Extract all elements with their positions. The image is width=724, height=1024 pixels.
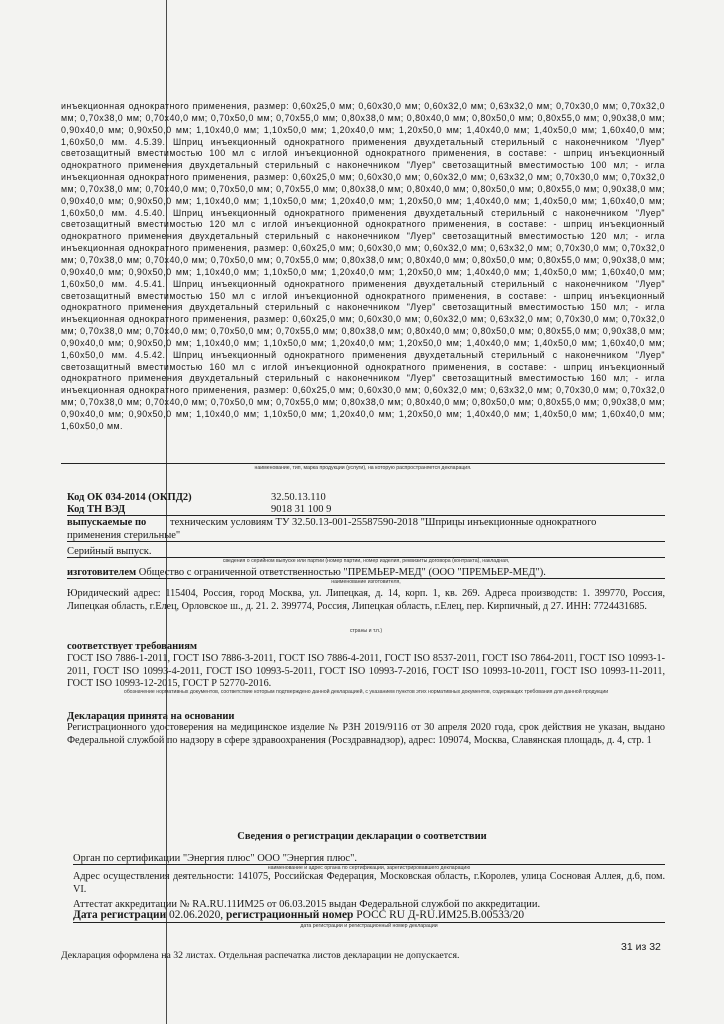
reg-number-value: РОСС RU Д-RU.ИМ25.В.00533/20 [356, 909, 525, 921]
serial-text: Серийный выпуск. [67, 546, 152, 557]
registration-line [73, 909, 524, 922]
produced-label: выпускаемые по [67, 517, 147, 528]
produced-text-line1: техническим условиям ТУ 32.50.13-001-25587590-2018 "Шприцы инъекционные однократного [170, 517, 597, 528]
okpd-label: Код ОК 034-2014 (ОКПД2) [67, 492, 192, 503]
address-text: Юридический адрес: 115404, Россия, город Москва, ул. Липецкая, д. 14, корп. 1, кв. 269. Адреса производств: 1. 399770, Россия, Липецкая область, г.Елец, Орловское ш., д. 21. 2. 399774, Россия, Липецкая область, г.Елец, пер. Кирпичный, д 27. ИНН: 7724431685. [67, 588, 665, 612]
complies-label: соответствует требованиям [67, 641, 198, 652]
reg-date-value: 02.06.2020, [169, 909, 224, 921]
manufacturer-label: изготовителем [67, 567, 137, 578]
tnved-label: Код ТН ВЭД [67, 504, 126, 515]
note-country: страны и т.п.) [349, 628, 383, 634]
produced-text-line2: применения стерильные" [67, 530, 181, 541]
basis-label: Декларация принята на основании [67, 711, 235, 722]
registration-title: Сведения о регистрации декларации о соответствии [237, 831, 487, 842]
okpd-value: 32.50.13.110 [271, 492, 326, 503]
note-reg: дата регистрации и регистрационный номер декларации [300, 923, 438, 929]
manufacturer-text: Общество с ограниченной ответственностью "ПРЕМЬЕР-МЕД" (ООО "ПРЕМЬЕР-МЕД"). [138, 567, 546, 578]
page-number: 31 из 32 [621, 941, 661, 953]
note-standards: обозначение нормативных документов, соответствие которым подтверждено данной декларацией, с указанием пунктов этих нормативных документов, содержащих требования для данной продукции [123, 689, 609, 695]
accreditation-text: Аттестат аккредитации № RA.RU.11ИМ25 от 06.03.2015 выдан Федеральной службой по аккредитации. [73, 899, 541, 910]
basis-text: Регистрационного удостоверения на медицинское изделие № РЗН 2019/9116 от 30 апреля 2020 года, срок действия не указан, выдано Федеральной службой по надзору в сфере здравоохранения (Росздравнадзор), адрес: 109074, Москва, Славянская площадь, д. 4, стр. 1 [67, 722, 665, 746]
cert-body-text: Орган по сертификации "Энергия плюс" ООО "Энергия плюс". [73, 853, 357, 864]
footer-text: Декларация оформлена на 32 листах. Отдельная распечатка листов декларации не допускается. [61, 950, 460, 961]
note-product: наименование, тип, марка продукции (услуги), на которую распространяется декларация. [254, 465, 472, 471]
product-description: инъекционная однократного применения, размер: 0,60x25,0 мм; 0,60x30,0 мм; 0,60x32,0 мм; 0,63x32,0 мм; 0,70x30,0 мм; 0,70x32,0 мм; 0,70x38,0 мм; 0,70x40,0 мм; 0,70x50,0 мм; 0,70x55,0 мм; 0,80x38,0 мм; 0,80x40,0 мм; 0,80x50,0 мм; 0,80x55,0 мм; 0,90x38,0 мм; 0,90x40,0 мм; 0,90x50,0 мм; 1,10x40,0 мм; 1,10x50,0 мм; 1,20x40,0 мм; 1,20x50,0 мм; 1,40x40,0 мм; 1,40x50,0 мм; 1,60x40,0 мм; 1,60x50,0 мм. 4.5.39. Шприц инъекционный однократного применения двухдетальный стерильный с наконечником "Луер" светозащитный вместимостью 100 мл с иглой инъекционной однократного применения, в составе: - шприц инъекционный однократного применения двухдетальный стерильный с наконечником "Луер" светозащитный вместимостью 100 мл; - игла инъекционная однократного применения, размер: 0,60x25,0 мм; 0,60x30,0 мм; 0,60x32,0 мм; 0,63x32,0 мм; 0,70x30,0 мм; 0,70x32,0 мм; 0,70x38,0 мм; 0,70x40,0 мм; 0,70x50,0 мм; 0,70x55,0 мм; 0,80x38,0 мм; 0,80x40,0 мм; 0,80x50,0 мм; 0,80x55,0 мм; 0,90x38,0 мм; 0,90x40,0 мм; 0,90x50,0 мм; 1,10x40,0 мм; 1,10x50,0 мм; 1,20x40,0 мм; 1,20x50,0 мм; 1,40x40,0 мм; 1,40x50,0 мм; 1,60x40,0 мм; 1,60x50,0 мм. 4.5.40. Шприц инъекционный однократного применения двухдетальный стерильный с наконечником "Луер" светозащитный вместимостью 120 мл с иглой инъекционной однократного применения, в составе: - шприц инъекционный однократного применения двухдетальный стерильный с наконечником "Луер" светозащитный вместимостью 120 мл; - игла инъекционная однократного применения, размер: 0,60x25,0 мм; 0,60x30,0 мм; 0,60x32,0 мм; 0,63x32,0 мм; 0,70x30,0 мм; 0,70x32,0 мм; 0,70x38,0 мм; 0,70x40,0 мм; 0,70x50,0 мм; 0,70x55,0 мм; 0,80x38,0 мм; 0,80x40,0 мм; 0,80x50,0 мм; 0,80x55,0 мм; 0,90x38,0 мм; 0,90x40,0 мм; 0,90x50,0 мм; 1,10x40,0 мм; 1,10x50,0 мм; 1,20x40,0 мм; 1,20x50,0 мм; 1,40x40,0 мм; 1,40x50,0 мм; 1,60x40,0 мм; 1,60x50,0 мм. 4.5.41. Шприц инъекционный однократного применения двухдетальный стерильный с наконечником "Луер" светозащитный вместимостью 150 мл с иглой инъекционной однократного применения, в составе: - шприц инъекционный однократного применения двухдетальный стерильный с наконечником "Луер" светозащитный вместимостью 150 мл; - игла инъекционная однократного применения, размер: 0,60x25,0 мм; 0,60x30,0 мм; 0,60x32,0 мм; 0,63x32,0 мм; 0,70x30,0 мм; 0,70x32,0 мм; 0,70x38,0 мм; 0,70x40,0 мм; 0,70x50,0 мм; 0,70x55,0 мм; 0,80x38,0 мм; 0,80x40,0 мм; 0,80x50,0 мм; 0,80x55,0 мм; 0,90x38,0 мм; 0,90x40,0 мм; 0,90x50,0 мм; 1,10x40,0 мм; 1,10x50,0 мм; 1,20x40,0 мм; 1,20x50,0 мм; 1,40x40,0 мм; 1,40x50,0 мм; 1,60x40,0 мм; 1,60x50,0 мм. 4.5.42. Шприц инъекционный однократного применения двухдетальный стерильный с наконечником "Луер" светозащитный вместимостью 160 мл с иглой инъекционной однократного применения, в составе: - шприц инъекционный однократного применения двухдетальный стерильный с наконечником "Луер" светозащитный вместимостью 160 мл; - игла инъекционная однократного применения, размер: 0,60x25,0 мм; 0,60x30,0 мм; 0,60x32,0 мм; 0,63x32,0 мм; 0,70x30,0 мм; 0,70x32,0 мм; 0,70x38,0 мм; 0,70x40,0 мм; 0,70x50,0 мм; 0,70x55,0 мм; 0,80x38,0 мм; 0,80x40,0 мм; 0,80x50,0 мм; 0,80x55,0 мм; 0,90x38,0 мм; 0,90x40,0 мм; 0,90x50,0 мм; 1,10x40,0 мм; 1,10x50,0 мм; 1,20x40,0 мм; 1,20x50,0 мм; 1,40x40,0 мм; 1,40x50,0 мм; 1,60x40,0 мм; 1,60x50,0 мм. [61, 101, 665, 431]
note-cert-body: наименование и адрес органа по сертификации, зарегистрировавшего декларацию [267, 865, 471, 871]
note-serial: сведения о серийном выпуске или партии (номер партии, номер изделия, реквизиты договора (контракта), накладная, [222, 558, 510, 564]
standards-text: ГОСТ ISO 7886-1-2011, ГОСТ ISO 7886-3-2011, ГОСТ ISO 7886-4-2011, ГОСТ ISO 8537-2011, ГОСТ ISO 7864-2011, ГОСТ ISO 10993-1-2011, ГОСТ ISO 10993-4-2011, ГОСТ ISO 10993-5-2011, ГОСТ ISO 10993-7-2016, ГОСТ ISO 10993-10-2011, ГОСТ ISO 10993-11-2011, ГОСТ ISO 10993-12-2015, ГОСТ Р 52770-2016. [67, 653, 665, 690]
tnved-value: 9018 31 100 9 [271, 504, 332, 515]
cert-address-text: Адрес осуществления деятельности: 141075, Российская Федерация, Московская область, г.Королев, улица Сосновая Аллея, д.6, пом. VI. [73, 871, 665, 895]
reg-number-label: регистрационный номер [225, 909, 354, 921]
note-manufacturer: наименование изготовителя, [331, 579, 401, 585]
divider [67, 541, 665, 542]
reg-date-label: Дата регистрации [73, 909, 167, 921]
divider [61, 463, 665, 464]
